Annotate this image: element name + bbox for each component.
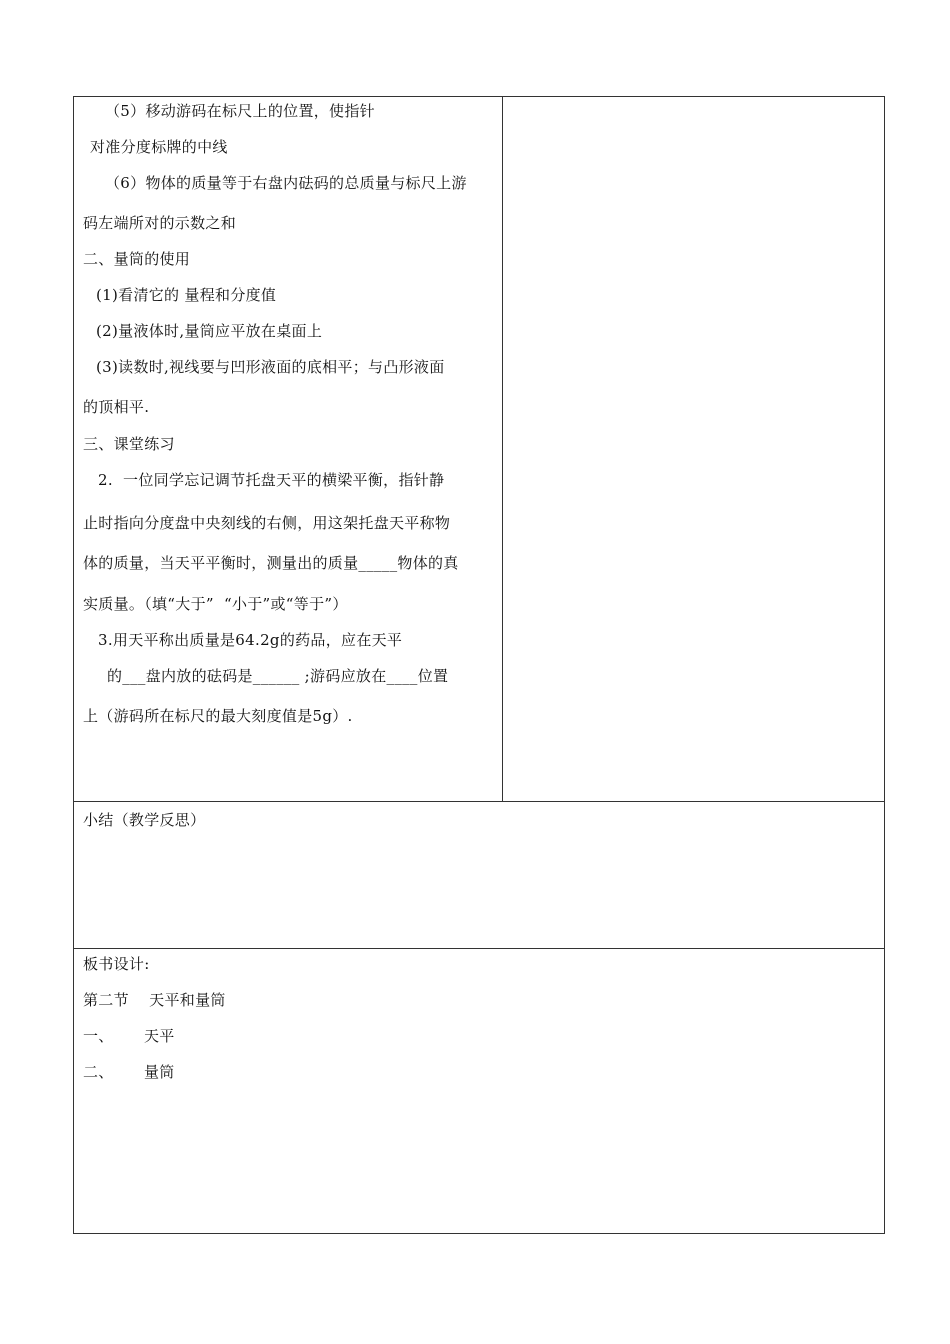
content-cell <box>74 97 503 801</box>
cylinder-point-3-line-2: 的顶相平. <box>83 398 150 416</box>
summary-row <box>74 802 884 949</box>
cylinder-point-2: (2)量液体时,量筒应平放在桌面上 <box>96 322 323 340</box>
exercise-3-line-2: 的___盘内放的砝码是______ ;游码应放在____位置 <box>107 667 449 685</box>
notes-cell <box>503 97 884 801</box>
exercise-3-line-3: 上（游码所在标尺的最大刻度值是5g）. <box>83 707 353 725</box>
board-section-title: 第二节 天平和量筒 <box>83 991 226 1009</box>
exercise-2-line-3: 体的质量，当天平平衡时，测量出的质量_____物体的真 <box>83 554 459 572</box>
step-5-line-1: （5）移动游码在标尺上的位置，使指针 <box>105 102 375 120</box>
exercise-3-line-1: 3.用天平称出质量是64.2g的药品，应在天平 <box>98 631 403 649</box>
board-design-title: 板书设计: <box>83 955 150 973</box>
step-6-line-1: （6）物体的质量等于右盘内砝码的总质量与标尺上游 <box>105 174 467 192</box>
cylinder-point-1: (1)看清它的 量程和分度值 <box>96 286 277 304</box>
exercise-2-line-4: 实质量。（填“大于” “小于”或“等于”） <box>83 595 348 613</box>
step-6-line-2: 码左端所对的示数之和 <box>83 214 237 232</box>
lesson-table <box>73 96 885 1234</box>
board-item-cylinder: 二、 量筒 <box>83 1063 175 1081</box>
cylinder-point-3-line-1: (3)读数时,视线要与凹形液面的底相平；与凸形液面 <box>96 358 445 376</box>
step-5-line-2: 对准分度标牌的中线 <box>90 138 228 156</box>
exercise-2-line-2: 止时指向分度盘中央刻线的右侧，用这架托盘天平称物 <box>83 514 451 532</box>
summary-title: 小结（教学反思） <box>83 811 206 829</box>
exercise-2-line-1: 2. 一位同学忘记调节托盘天平的横梁平衡，指针静 <box>98 471 445 489</box>
section-3-heading: 三、课堂练习 <box>83 435 175 453</box>
content-row <box>74 97 884 802</box>
board-item-balance: 一、 天平 <box>83 1027 175 1045</box>
board-design-row <box>74 949 884 1233</box>
section-2-heading: 二、量筒的使用 <box>83 250 191 268</box>
